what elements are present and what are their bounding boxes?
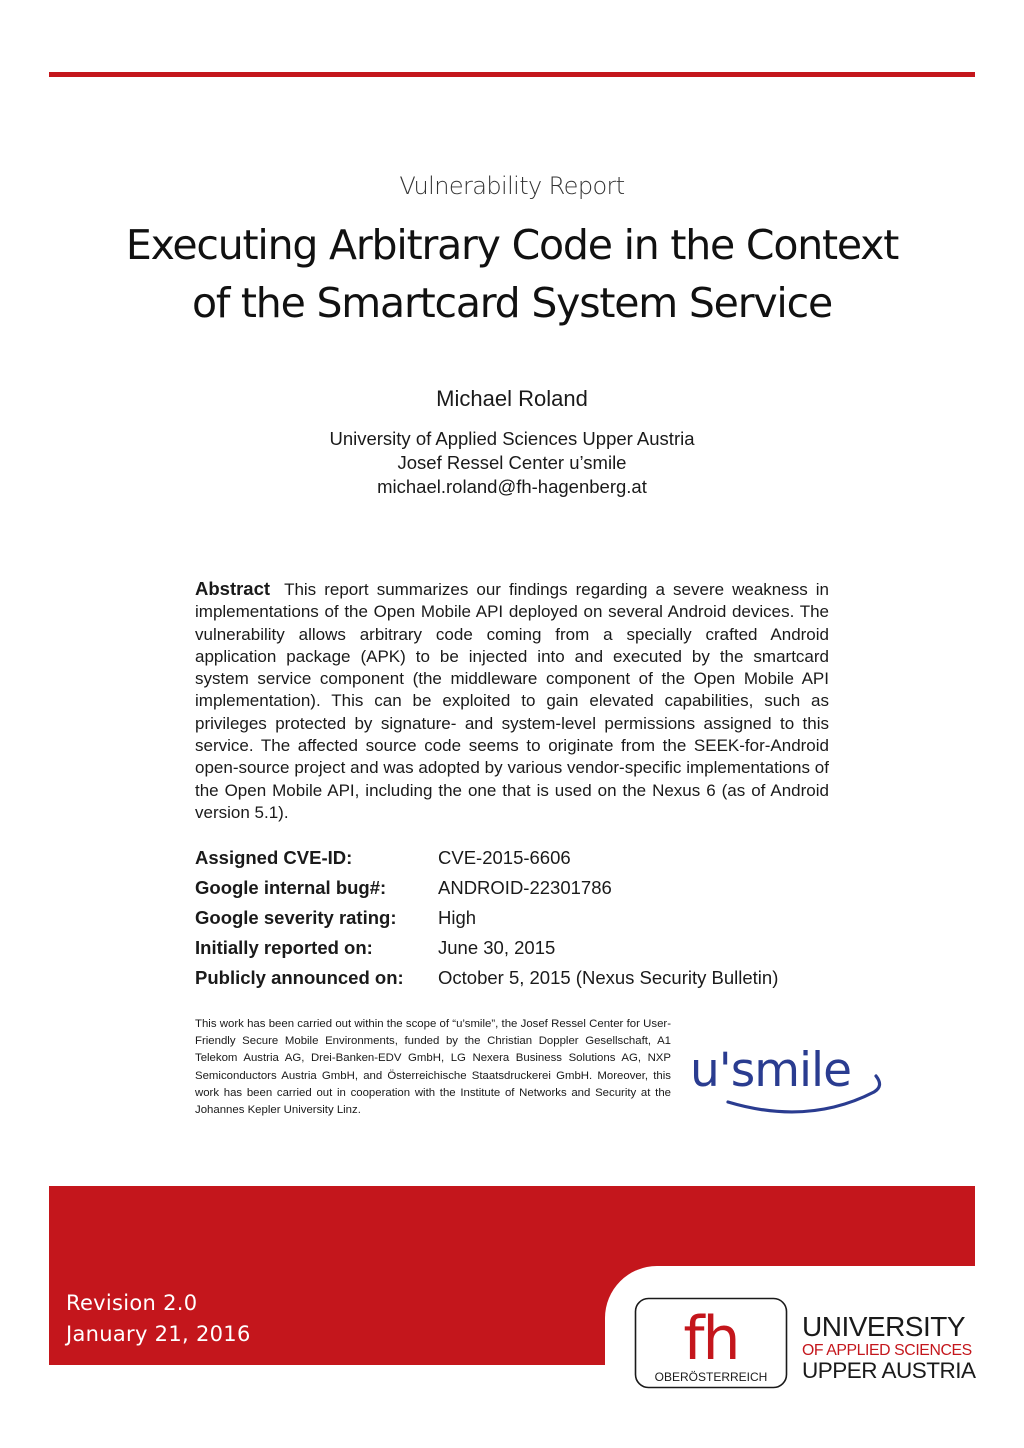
abstract-label: Abstract [195, 578, 271, 599]
funding-note: This work has been carried out within the scope of “u’smile”, the Josef Ressel Center for User-Friendly Secure Mobile Environments, funded by the Christian Doppler Gesellschaft, A1 Telekom Austria AG, Drei-Banken-EDV GmbH, LG Nexera Business Solutions AG, NXP Semiconductors Austria GmbH, and Österreichische Staatsdruckerei GmbH. Moreover, this work has been carried out in cooperation with the Institute of Networks and Security at the Johannes Kepler University Linz. [195, 1018, 671, 1117]
abstract-text: This report summarizes our findings regarding a severe weakness in implementations of the Open Mobile API deployed on several Android devices. The vulnerability allows arbitrary code coming from a specially crafted Android application package (APK) to be injected into and executed by the smartcard system service component (the middleware component of the Open Mobile API implementation). This can be exploited to gain elevated capabilities, such as privileges protected by signature- and system-level permissions assigned to this service. The affected source code seems to originate from the SEEK-for-Android open-source project and was adopted by various vendor-specific implementations of the Open Mobile API, including the one that is used on the Nexus 6 (as of Android version 5.1). [195, 580, 829, 822]
fact-label: Assigned CVE-ID: [195, 847, 353, 868]
fact-value: ANDROID-22301786 [438, 877, 612, 898]
fact-row [195, 873, 778, 903]
affiliation-university: University of Applied Sciences Upper Austria [329, 428, 695, 449]
author-name: Michael Roland [436, 386, 588, 411]
fact-row [195, 903, 778, 933]
vulnerability-facts [195, 843, 778, 993]
top-rule [49, 72, 975, 77]
fh-logo-caption: OBERÖSTERREICH [654, 1370, 768, 1384]
affiliation-center: Josef Ressel Center u’smile [397, 452, 627, 473]
fact-row [195, 843, 778, 873]
fh-logo [634, 1297, 788, 1389]
fact-value: October 5, 2015 (Nexus Security Bulletin) [438, 967, 779, 988]
university-name-line-1: UNIVERSITY [802, 1311, 966, 1342]
fact-label: Initially reported on: [195, 937, 373, 958]
revision-info [66, 1288, 251, 1350]
university-name-line-2: OF APPLIED SCIENCES [802, 1342, 972, 1359]
revision-number: Revision 2.0 [66, 1291, 198, 1315]
fact-row [195, 933, 778, 963]
fh-logo-letters: fh [683, 1304, 739, 1374]
author-affiliation [0, 427, 1024, 499]
title-line-1: Executing Arbitrary Code in the Context [125, 221, 899, 269]
report-type: Vulnerability Report [399, 172, 625, 200]
abstract [195, 578, 829, 824]
author-email: michael.roland@fh-hagenberg.at [377, 476, 647, 497]
report-title [60, 216, 964, 332]
university-name-line-3: UPPER AUSTRIA [802, 1357, 976, 1383]
fact-label: Publicly announced on: [195, 967, 404, 988]
university-name [802, 1313, 976, 1382]
usmile-wordmark: u'smile [690, 1043, 852, 1098]
usmile-logo [688, 1030, 888, 1118]
fact-value: High [438, 907, 477, 928]
fact-value: CVE-2015-6606 [438, 847, 571, 868]
fact-label: Google severity rating: [195, 907, 397, 928]
fact-label: Google internal bug#: [195, 877, 387, 898]
title-line-2: of the Smartcard System Service [191, 279, 832, 327]
fact-value: June 30, 2015 [438, 937, 556, 958]
fact-row [195, 963, 778, 993]
revision-date: January 21, 2016 [66, 1322, 251, 1346]
